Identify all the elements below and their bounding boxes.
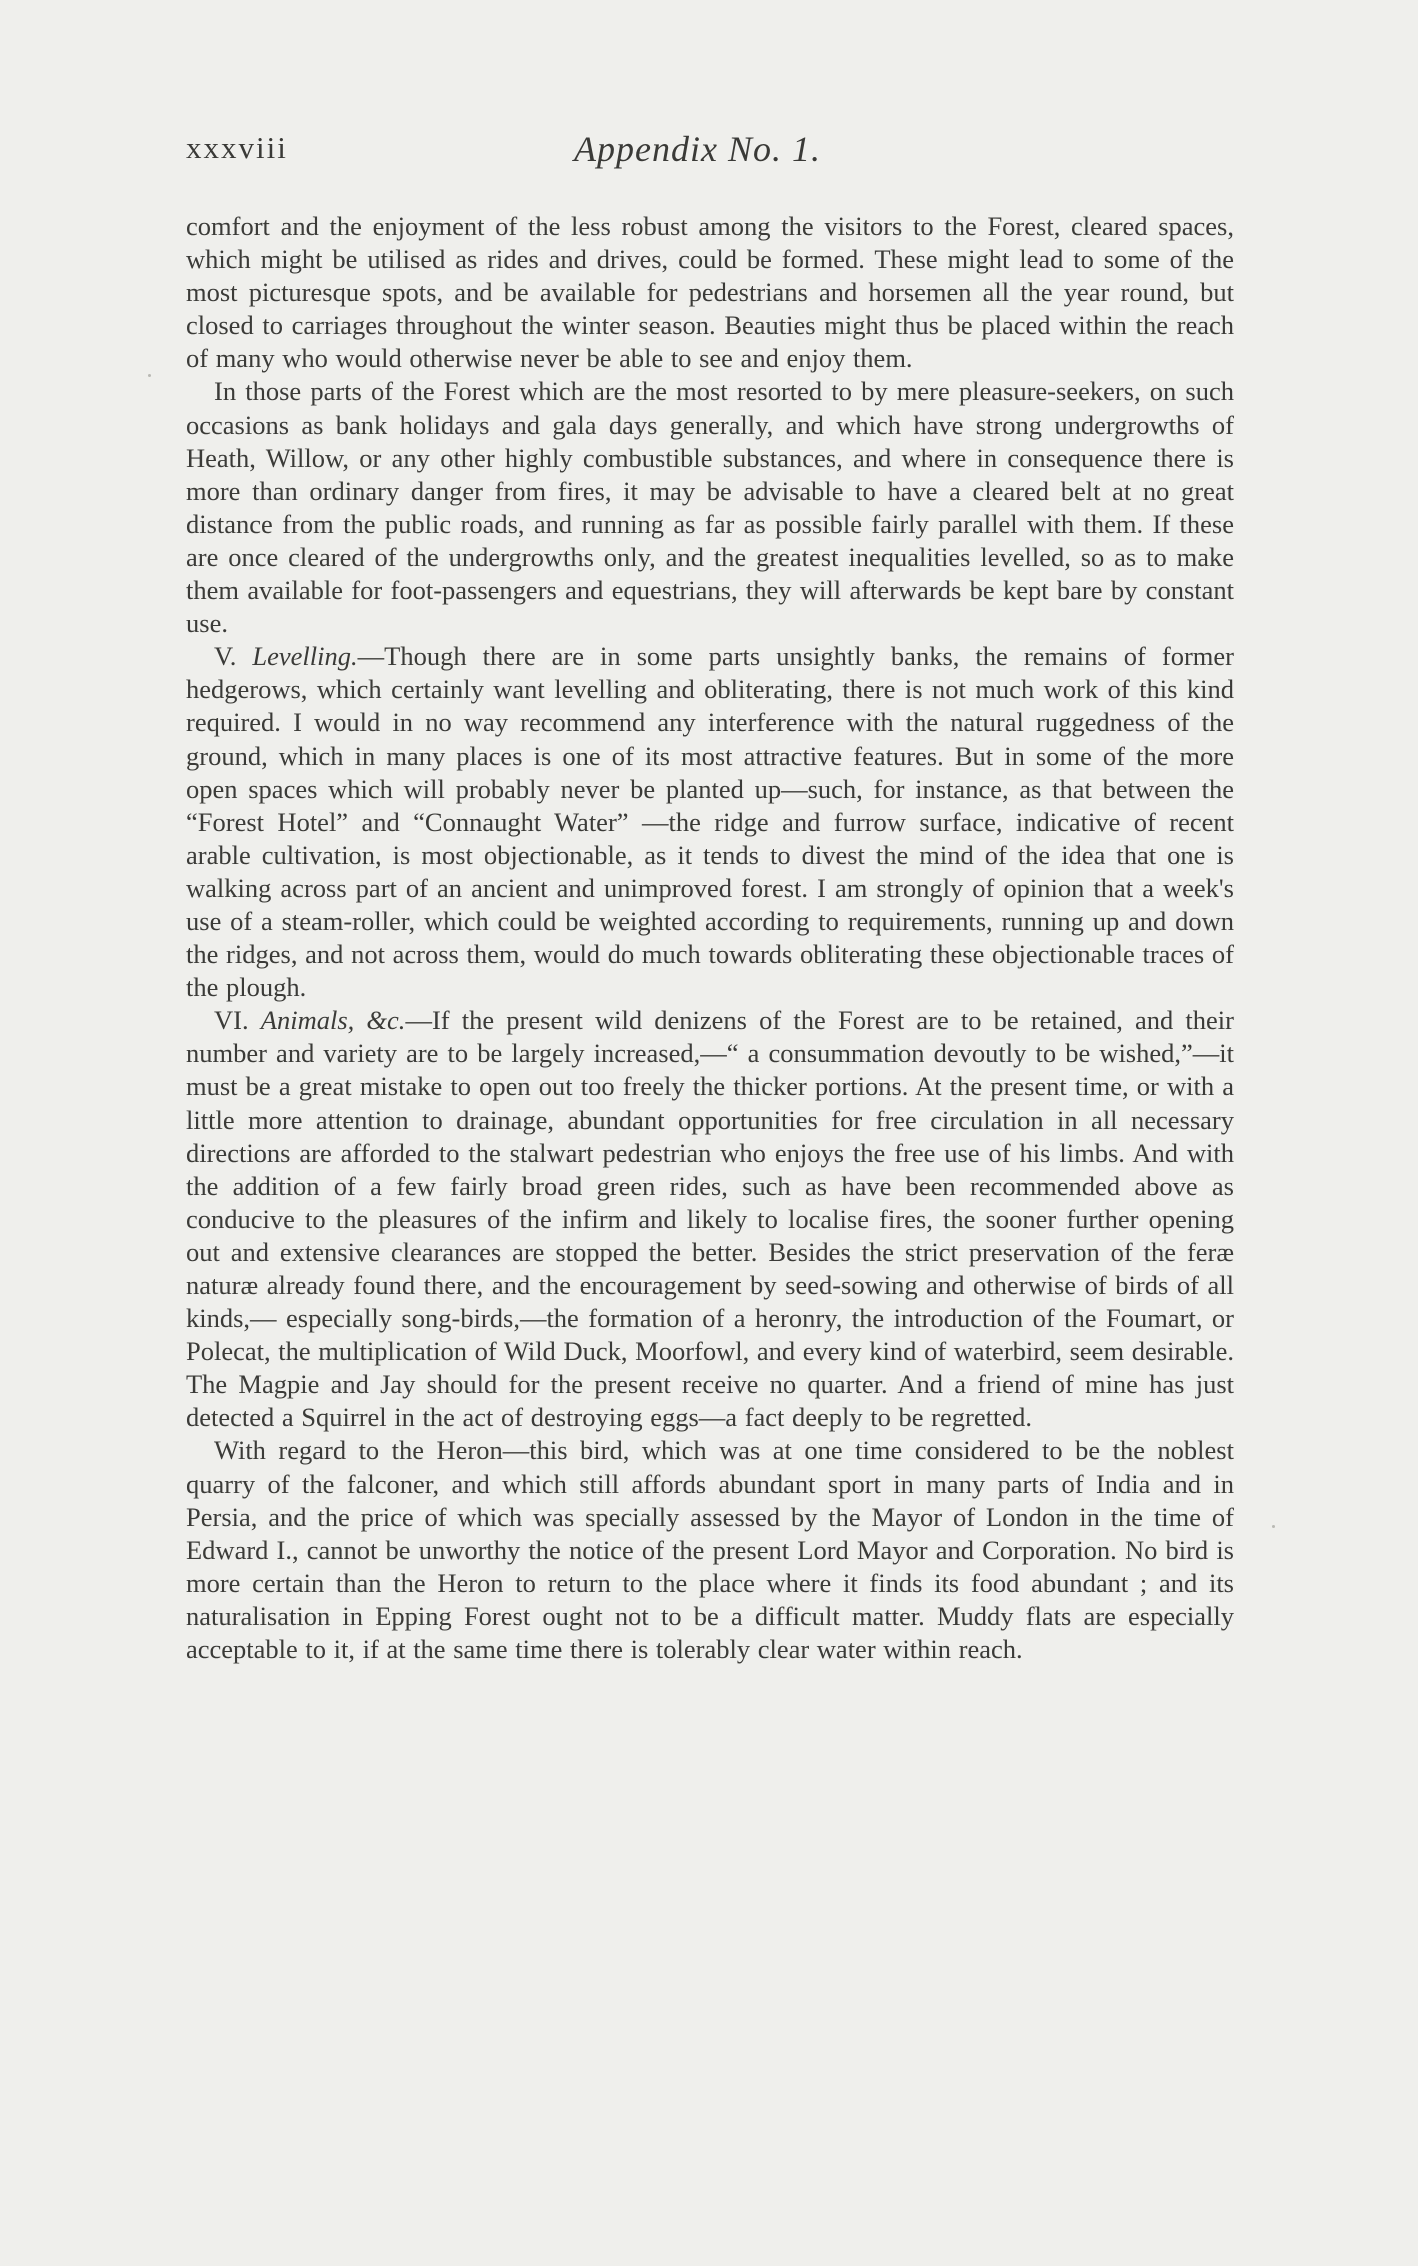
section-number: V.	[214, 641, 253, 672]
paragraph-text: comfort and the enjoyment of the less robust among the visitors to the Forest, cleared spaces, which might be utilised as rides and drives, could be formed. These might lead to some of the most picturesque spots, and be available for pedestrians and horsemen all the year round, but closed to carriages throughout the winter season. Beauties might thus be placed within the reach of many who would otherwise never be able to see and enjoy them.	[186, 211, 1234, 374]
paragraph-animals	[186, 1004, 1234, 1434]
paragraph-levelling	[186, 640, 1234, 1004]
paragraph-text: With regard to the Heron—this bird, which was at one time considered to be the noblest quarry of the falconer, and which still affords abundant sport in many parts of India and in Persia, and the price of which was specially assessed by the Mayor of London in the time of Edward I., cannot be unworthy the notice of the present Lord Mayor and Corporation. No bird is more certain than the Heron to return to the place where it finds its food abundant ; and its naturalisation in Epping Forest ought not to be a difficult matter. Muddy flats are especially acceptable to it, if at the same time there is tolerably clear water within reach.	[186, 1435, 1234, 1665]
paragraph-text: —Though there are in some parts unsightly banks, the remains of former hedgerows, which certainly want levelling and obliterating, there is not much work of this kind required. I would in no way recommend any interference with the natural ruggedness of the ground, which in many places is one of its most attractive features. But in some of the more open spaces which will probably never be planted up—such, for instance, as that between the “Forest Hotel” and “Connaught Water” —the ridge and furrow surface, indicative of recent arable cultivation, is most objectionable, as it tends to divest the mind of the idea that one is walking across part of an ancient and unimproved forest. I am strongly of opinion that a week's use of a steam-roller, which could be weighted according to requirements, running up and down the ridges, and not across them, would do much towards obliterating these objectionable traces of the plough.	[186, 641, 1235, 1003]
running-title: Appendix No. 1.	[574, 129, 821, 169]
section-heading: Levelling.	[252, 641, 358, 672]
section-heading: Animals, &c.	[260, 1005, 406, 1036]
section-number: VI.	[214, 1005, 261, 1036]
page-header	[186, 130, 1236, 180]
paragraph-text: —If the present wild denizens of the Forest are to be retained, and their number and variety are to be largely increased,—“ a consummation devoutly to be wished,”—it must be a great mistake to open out too freely the thicker portions. At the present time, or with a little more attention to drainage, abundant opportunities for free circulation in all necessary directions are afforded to the stalwart pedestrian who enjoys the free use of his limbs. And with the addition of a few fairly broad green rides, such as have been recommended above as conducive to the pleasures of the infirm and likely to localise fires, the sooner further opening out and extensive clearances are stopped the better. Besides the strict preservation of the feræ naturæ already found there, and the encouragement by seed-sowing and otherwise of birds of all kinds,— especially song-birds,—the formation of a heronry, the introduction of the Foumart, or Polecat, the multiplication of Wild Duck, Moorfowl, and every kind of waterbird, seem desirable. The Magpie and Jay should for the present receive no quarter. And a friend of mine has just detected a Squirrel in the act of destroying eggs—a fact deeply to be regretted.	[186, 1005, 1234, 1433]
paragraph-heron	[186, 1434, 1234, 1666]
body-text	[186, 210, 1234, 1666]
paragraph-rides-and-drives	[186, 210, 1234, 375]
paper-speck	[1272, 1525, 1275, 1528]
page-number: xxxviii	[186, 130, 288, 165]
paper-speck	[148, 374, 151, 377]
paragraph-text: In those parts of the Forest which are the most resorted to by mere pleasure-seekers, on such occasions as bank holidays and gala days generally, and which have strong undergrowths of Heath, Willow, or any other highly combustible substances, and where in consequence there is more than ordinary danger from fires, it may be advisable to have a cleared belt at no great distance from the public roads, and running as far as possible fairly parallel with them. If these are once cleared of the undergrowths only, and the greatest inequalities levelled, so as to make them available for foot-passengers and equestrians, they will afterwards be kept bare by constant use.	[186, 376, 1234, 639]
paragraph-cleared-belt	[186, 375, 1234, 640]
